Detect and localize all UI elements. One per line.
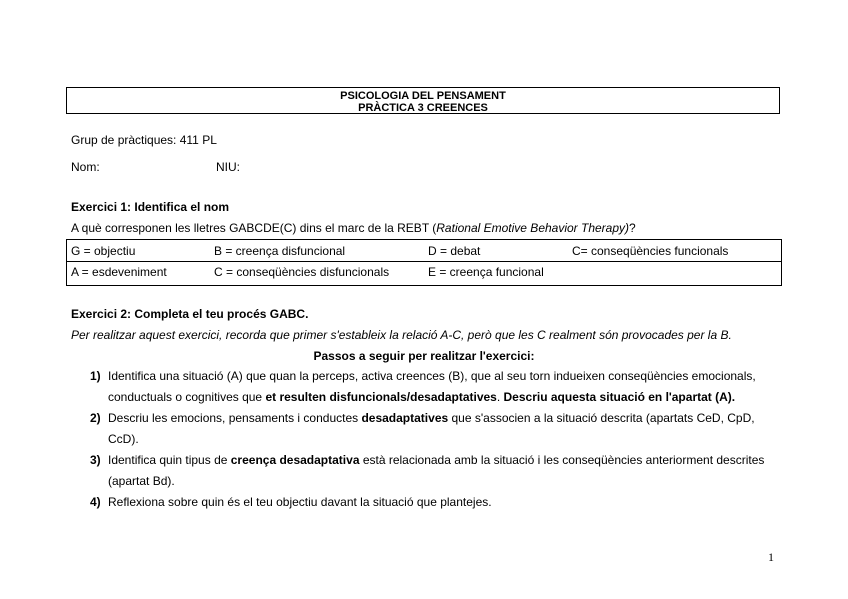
question-suffix: ? <box>629 221 636 235</box>
list-item <box>90 366 780 408</box>
list-item <box>90 492 780 513</box>
table-cell: A = esdeveniment <box>71 265 167 279</box>
exercise1-title: Exercici 1: Identifica el nom <box>71 200 230 214</box>
step-text: que s'associen a la situació descrita (apartats CeD, CpD, CcD). <box>108 411 755 446</box>
table-cell: E = creença funcional <box>428 265 544 279</box>
table-cell: B = creença disfuncional <box>214 244 346 258</box>
table-cell: C = conseqüències disfuncionals <box>214 265 390 279</box>
list-item <box>90 450 780 492</box>
step-number: 2) <box>90 411 101 425</box>
page-number: 1 <box>768 550 774 564</box>
step-text: Identifica quin tipus de <box>108 453 231 467</box>
step-text: està relacionada amb la situació i les conseqüències anteriorment descrites (apartat Bd). <box>108 453 765 488</box>
table-divider <box>67 261 781 262</box>
table-cell: G = objectiu <box>71 244 136 258</box>
step-text: Descriu les emocions, pensaments i conductes <box>108 411 362 425</box>
step-emphasis: et resulten disfuncionals/desadaptatives <box>265 390 497 404</box>
step-emphasis: Descriu aquesta situació en l'apartat (A). <box>503 390 736 404</box>
step-text: Reflexiona sobre quin és el teu objectiu davant la situació que plantejes. <box>108 495 492 509</box>
exercise1-question <box>71 221 636 235</box>
practice-title: PRÀCTICA 3 CREENCES <box>358 102 488 114</box>
document-title-box <box>66 87 780 114</box>
niu-label: NIU: <box>216 160 240 174</box>
step-number: 3) <box>90 453 101 467</box>
letters-table <box>66 239 782 286</box>
question-italic: Rational Emotive Behavior Therapy) <box>436 221 630 235</box>
step-emphasis: creença desadaptativa <box>230 453 360 467</box>
step-number: 1) <box>90 369 101 383</box>
question-text: A què corresponen les lletres GABCDE(C) dins el marc de la REBT ( <box>71 221 437 235</box>
list-item <box>90 408 780 450</box>
step-text: Identifica una situació (A) que quan la perceps, activa creences (B), que al seu torn indueixen conseqüències emocionals, conductuals o cognitives que <box>108 369 756 404</box>
table-cell: C= conseqüències funcionals <box>572 244 729 258</box>
step-emphasis: desadaptatives <box>361 411 449 425</box>
exercise2-title: Exercici 2: Completa el teu procés GABC. <box>71 307 309 321</box>
steps-title: Passos a seguir per realitzar l'exercici: <box>313 349 535 363</box>
name-label: Nom: <box>71 160 100 174</box>
course-title: PSICOLOGIA DEL PENSAMENT <box>340 90 506 102</box>
step-text: . <box>496 390 504 404</box>
step-number: 4) <box>90 495 101 509</box>
table-cell: D = debat <box>428 244 481 258</box>
group-label: Grup de pràctiques: 411 PL <box>71 133 217 147</box>
exercise2-note: Per realitzar aquest exercici, recorda que primer s'estableix la relació A-C, però que les C realment són provocades per la B. <box>71 328 732 342</box>
